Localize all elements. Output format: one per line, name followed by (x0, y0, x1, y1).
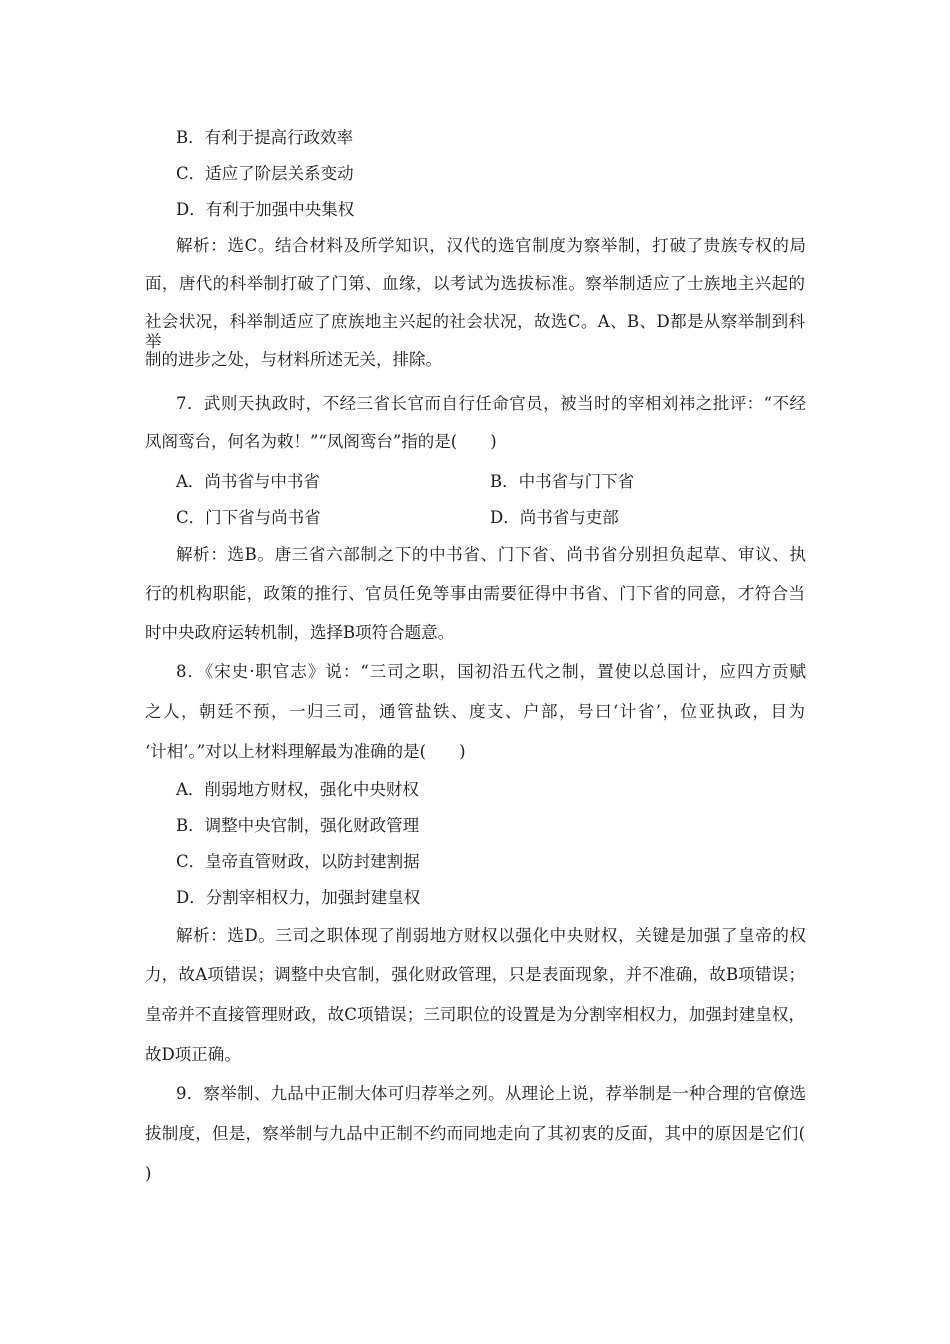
q6-analysis-line-4: 制的进步之处，与材料所述无关，排除。 (145, 350, 442, 369)
q7-analysis-line-1: 解析：选B。唐三省六部制之下的中书省、门下省、尚书省分别担负起草、审议、执 (176, 545, 806, 564)
q7-option-a: A．尚书省与中书省 (176, 472, 320, 491)
q6-option-d: D．有利于加强中央集权 (176, 200, 355, 219)
q7-option-d: D．尚书省与吏部 (490, 508, 619, 527)
q8-option-b: B．调整中央官制，强化财政管理 (176, 816, 420, 835)
q8-analysis-line-3: 皇帝并不直接管理财政，故C项错误；三司职位的设置是为分割宰相权力，加强封建皇权， (145, 1005, 805, 1024)
q7-stem-line-2: 凤阁鸾台，何名为敕！”“凤阁鸾台”指的是( ) (145, 432, 497, 451)
q6-analysis-line-1: 解析：选C。结合材料及所学知识，汉代的选官制度为察举制，打破了贵族专权的局 (176, 236, 806, 255)
q8-analysis-line-1: 解析：选D。三司之职体现了削弱地方财权以强化中央财权，关键是加强了皇帝的权 (176, 926, 806, 945)
q7-analysis-line-3: 时中央政府运转机制，选择B项符合题意。 (145, 623, 455, 642)
q7-analysis-line-2: 行的机构职能，政策的推行、官员任免等事由需要征得中书省、门下省的同意，才符合当 (145, 584, 805, 603)
q9-stem-line-1: 9．察举制、九品中正制大体可归荐举之列。从理论上说，荐举制是一种合理的官僚选 (176, 1084, 806, 1103)
q8-analysis-line-4: 故D项正确。 (145, 1045, 241, 1064)
q8-analysis-line-2: 力，故A项错误；调整中央官制，强化财政管理，只是表面现象，并不准确，故B项错误； (145, 965, 805, 984)
q7-option-c: C．门下省与尚书省 (176, 508, 321, 527)
q9-stem-line-3: ) (145, 1164, 152, 1183)
q8-stem-line-2: 之人，朝廷不预，一归三司，通管盐铁、度支、户部，号曰‘计省’，位亚执政，目为 (145, 702, 805, 721)
q8-option-d: D．分割宰相权力，加强封建皇权 (176, 888, 421, 907)
q6-analysis-line-2: 面，唐代的科举制打破了门第、血缘，以考试为选拔标准。察举制适应了士族地主兴起的 (145, 274, 805, 293)
q8-option-c: C．皇帝直管财政，以防封建割据 (176, 852, 420, 871)
q6-option-b: B．有利于提高行政效率 (176, 128, 354, 147)
q6-analysis-line-3: 社会状况，科举制适应了庶族地主兴起的社会状况，故选C。A、B、D都是从察举制到科举 (145, 312, 805, 351)
q8-stem-line-1: 8．《宋史·职官志》说：“三司之职，国初沿五代之制，置使以总国计，应四方贡赋 (176, 662, 806, 681)
q7-stem-line-1: 7．武则天执政时，不经三省长官而自行任命官员，被当时的宰相刘祎之批评：“不经 (176, 394, 806, 413)
q8-option-a: A．削弱地方财权，强化中央财权 (176, 780, 419, 799)
q9-stem-line-2: 拔制度，但是，察举制与九品中正制不约而同地走向了其初衷的反面，其中的原因是它们( (145, 1124, 805, 1143)
q7-option-b: B．中书省与门下省 (490, 472, 635, 491)
q6-option-c: C．适应了阶层关系变动 (176, 164, 354, 183)
q8-stem-line-3: ‘计相’。”对以上材料理解最为准确的是( ) (145, 742, 466, 761)
